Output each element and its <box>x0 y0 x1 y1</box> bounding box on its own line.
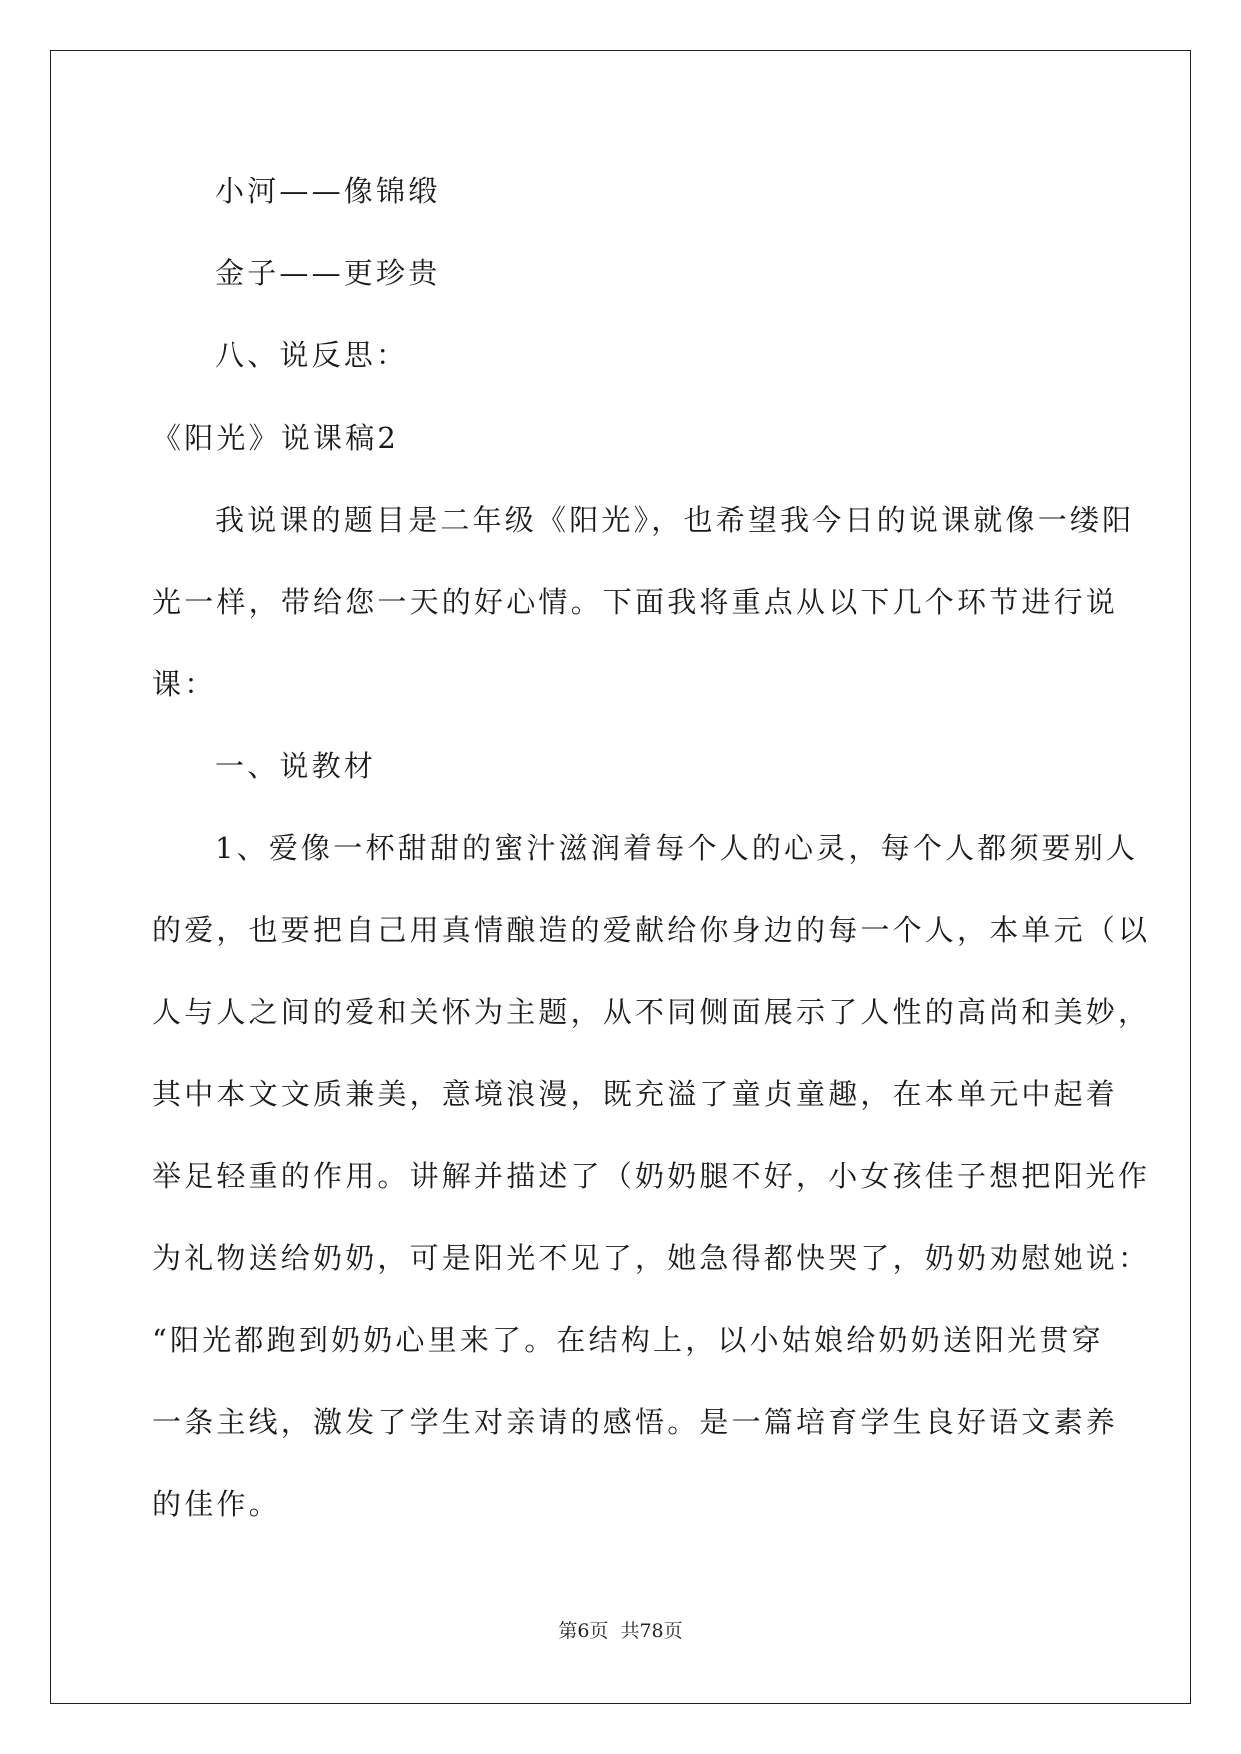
section-heading: 《阳光》说课稿2 <box>152 421 400 455</box>
page-footer <box>0 1616 1241 1643</box>
text-line: 一条主线，激发了学生对亲请的感悟。是一篇培育学生良好语文素养 <box>152 1405 1119 1439</box>
text-line: 一、说教材 <box>215 749 377 783</box>
text-line: 的爱，也要把自己用真情酿造的爱献给你身边的每一个人，本单元（以 <box>152 913 1151 947</box>
text-line: 举足轻重的作用。讲解并描述了（奶奶腿不好，小女孩佳子想把阳光作 <box>152 1159 1151 1193</box>
text-line: 为礼物送给奶奶，可是阳光不见了，她急得都快哭了，奶奶劝慰她说： <box>152 1241 1151 1275</box>
text-line: “阳光都跑到奶奶心里来了。在结构上，以小姑娘给奶奶送阳光贯穿 <box>152 1323 1104 1357</box>
text-line: 我说课的题目是二年级《阳光》，也希望我今日的说课就像一缕阳 <box>215 503 1135 537</box>
text-line: 的佳作。 <box>152 1487 281 1521</box>
page-number: 第6页 <box>558 1620 609 1642</box>
text-line: 光一样，带给您一天的好心情。下面我将重点从以下几个环节进行说 <box>152 585 1119 619</box>
text-line: 八、说反思： <box>215 338 409 372</box>
page-total: 共78页 <box>620 1620 683 1642</box>
text-line: 其中本文文质兼美，意境浪漫，既充溢了童贞童趣，在本单元中起着 <box>152 1077 1119 1111</box>
text-line: 课： <box>152 667 217 701</box>
text-line: 1、爱像一杯甜甜的蜜汁滋润着每个人的心灵，每个人都须要别人 <box>215 831 1139 865</box>
text-line: 人与人之间的爱和关怀为主题，从不同侧面展示了人性的高尚和美妙， <box>152 995 1151 1029</box>
text-line: 小河——像锦缎 <box>215 174 441 208</box>
text-line: 金子——更珍贵 <box>215 256 441 290</box>
